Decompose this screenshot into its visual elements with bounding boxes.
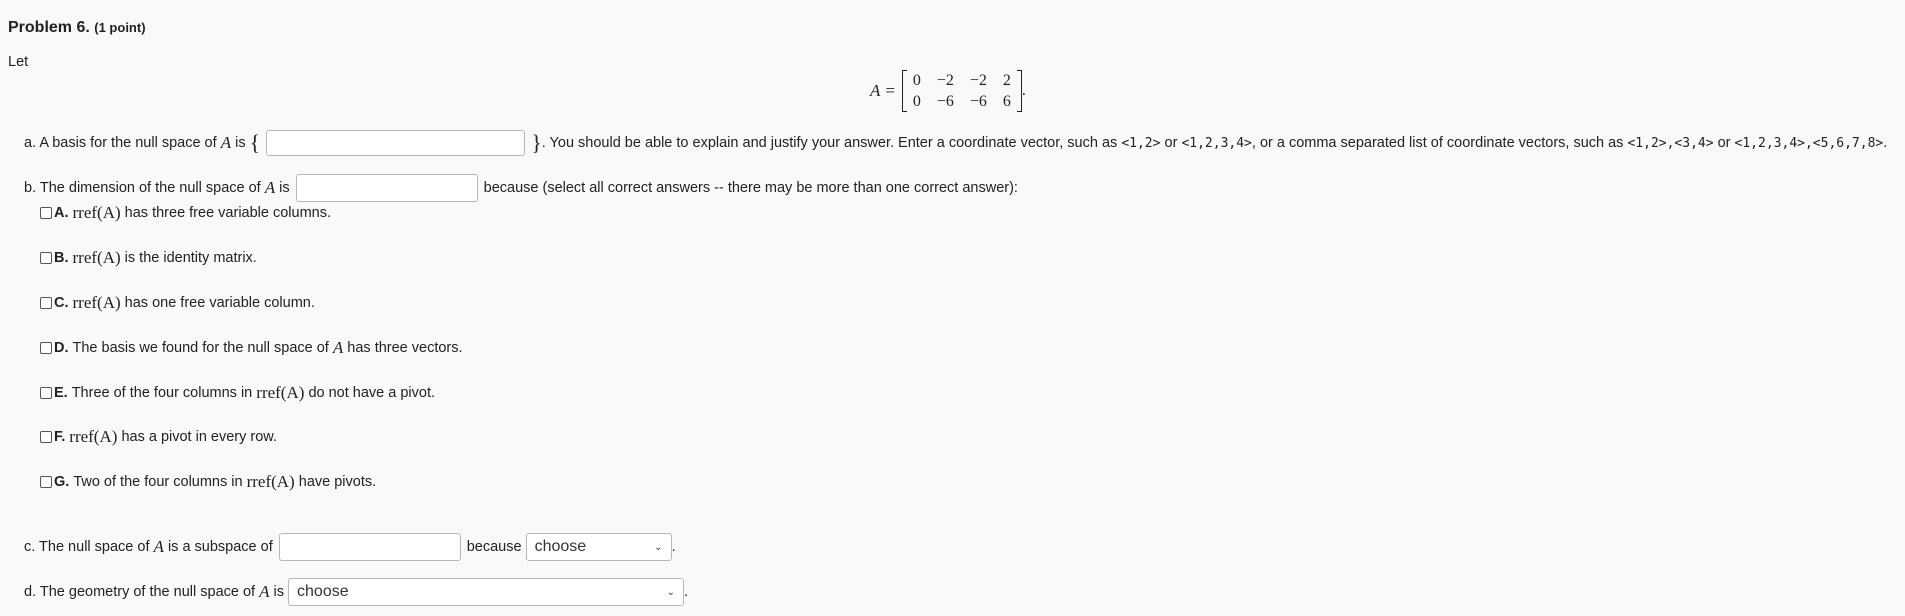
matrix-cell: −2 [969,72,987,89]
part-c-because: because [466,539,522,555]
option-letter: E. [54,385,68,401]
matrix-period: . [1021,82,1026,99]
subspace-input[interactable] [279,533,461,561]
chevron-down-icon: ⌄ [666,586,676,598]
option-letter: G. [54,474,70,490]
example-1: <1,2> [1121,135,1161,151]
part-b [24,174,1018,202]
option-var: A [332,338,344,357]
part-a [24,130,1887,156]
option-pre: Two of the four columns in [73,474,243,490]
left-bracket [902,70,907,112]
problem-points: (1 point) [94,20,146,35]
option-math: rref(A) [246,472,295,491]
geometry-select[interactable] [288,578,684,606]
example-2: <1,2,3,4> [1181,135,1252,151]
part-c-prefix: c. The null space of [24,539,150,555]
checkbox-icon[interactable] [40,252,52,264]
matrix-cell: 6 [1002,93,1011,110]
problem-number: Problem 6. [8,19,90,36]
part-d-end: . [684,584,689,600]
problem-title [8,19,146,37]
open-brace: { [249,130,261,155]
example-4: <1,2,3,4>,<5,6,7,8> [1734,135,1884,151]
option-e[interactable] [40,383,435,403]
part-b-suffix: because (select all correct answers -- there may be more than one correct answer): [483,180,1018,196]
checkbox-icon[interactable] [40,297,52,309]
matrix-table [909,70,1015,112]
option-letter: A. [54,205,69,221]
dimension-input[interactable] [296,174,478,202]
matrix-cell: −6 [969,93,987,110]
matrix-row [909,70,1015,91]
option-text: has three free variable columns. [124,205,331,221]
part-c-text: is a subspace of [167,539,273,555]
part-c-end: . [671,539,676,555]
option-c[interactable] [40,293,315,313]
option-b[interactable] [40,248,257,268]
option-d[interactable] [40,338,463,358]
matrix-cell: 0 [912,93,921,110]
option-math: rref(A) [72,248,121,267]
matrix-a [870,70,1026,112]
because-select-value: choose [534,538,587,555]
option-g[interactable] [40,472,376,492]
basis-input[interactable] [266,130,525,156]
option-math: rref(A) [72,293,121,312]
part-d-prefix: d. The geometry of the null space of [24,584,256,600]
option-letter: D. [54,340,69,356]
option-text: has a pivot in every row. [121,429,278,445]
checkbox-icon[interactable] [40,342,52,354]
option-text: is the identity matrix. [124,250,257,266]
option-math: rref(A) [69,427,118,446]
option-text: do not have a pivot. [308,385,436,401]
part-a-var: A [220,133,232,152]
matrix-cell: 2 [1002,72,1011,89]
option-a[interactable] [40,203,331,223]
option-f[interactable] [40,427,277,447]
part-c [24,533,676,561]
option-letter: B. [54,250,69,266]
checkbox-icon[interactable] [40,476,52,488]
part-a-is: is [235,135,246,151]
part-a-text2: , or a comma separated list of coordinate vectors, such as [1251,135,1624,151]
matrix-cell: −2 [936,72,954,89]
part-d-var: A [259,582,270,601]
part-a-text1: . You should be able to explain and justify your answer. Enter a coordinate vector, such as [541,135,1118,151]
because-select[interactable] [526,533,672,561]
chevron-down-icon: ⌄ [654,541,663,553]
checkbox-icon[interactable] [40,431,52,443]
option-text: have pivots. [298,474,377,490]
checkbox-icon[interactable] [40,387,52,399]
or-2: or [1717,135,1731,151]
option-math: rref(A) [72,203,121,222]
close-brace: } [531,130,542,155]
let-text: Let [8,54,29,70]
part-d [24,578,688,606]
part-b-prefix: b. The dimension of the null space of [24,180,261,196]
option-text: has three vectors. [347,340,463,356]
option-text: has one free variable column. [124,295,315,311]
option-pre: Three of the four columns in [71,385,253,401]
matrix-row [909,91,1015,112]
matrix-label: A = [870,81,896,100]
option-math: rref(A) [256,383,305,402]
or-1: or [1164,135,1178,151]
option-letter: F. [54,429,66,445]
matrix-cell: 0 [912,72,921,89]
geometry-select-value: choose [297,583,349,600]
part-a-end: . [1883,135,1888,151]
part-a-prefix: a. A basis for the null space of [24,135,217,151]
part-d-is: is [273,584,285,600]
matrix-cell: −6 [936,93,954,110]
part-b-var: A [264,178,276,197]
option-pre: The basis we found for the null space of [72,340,329,356]
checkbox-icon[interactable] [40,207,52,219]
option-letter: C. [54,295,69,311]
part-b-is: is [279,180,290,196]
example-3: <1,2>,<3,4> [1627,135,1714,151]
part-c-var: A [153,537,164,556]
